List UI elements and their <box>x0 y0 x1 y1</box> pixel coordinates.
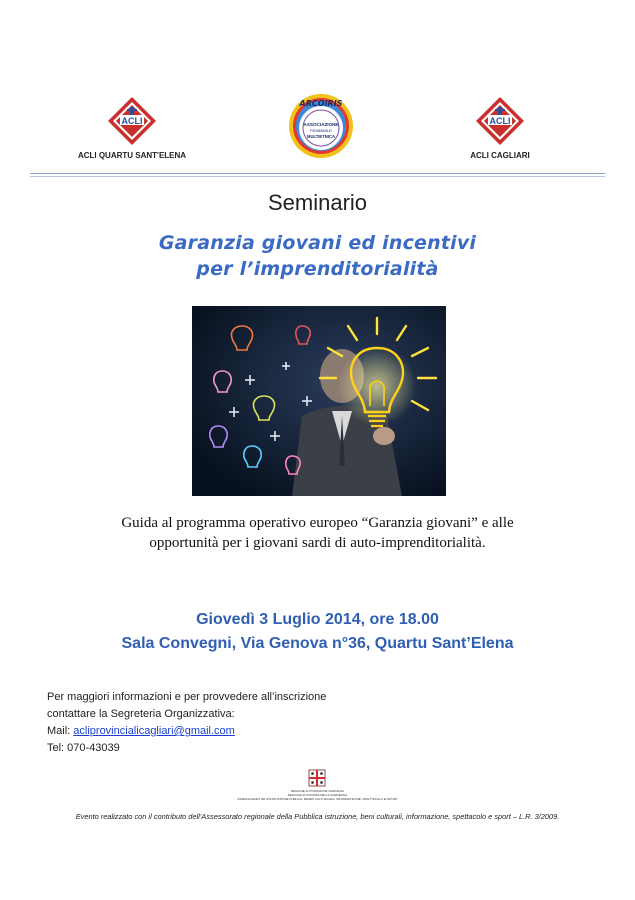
info-mail <box>47 725 235 737</box>
arcoiris-logo <box>287 92 355 160</box>
svg-text:MULTIETNICA: MULTIETNICA <box>306 134 336 139</box>
info-line1: Per maggiori informazioni e per provvedere all’inscrizione <box>47 691 327 703</box>
guide-line2: opportunità per i giovani sardi di auto-imprenditorialità. <box>149 535 486 551</box>
header-divider <box>30 173 605 174</box>
info-tel: Tel: 070-43039 <box>47 742 120 754</box>
lightbulb-illustration-icon <box>192 306 446 496</box>
footer-credit: Evento realizzato con il contributo dell’Assessorato regionale della Pubblica istruzione, beni culturali, informazione, spettacolo e sport – L.R. 3/2009. <box>75 812 560 821</box>
region-line3: ASSESSORADU DE S'ISTRUTZIONE PUBLICA, BENES CULTURALES, INFORMATZIONE, ISPETTACULU E ISPORT <box>237 797 398 801</box>
lightbulb-photo <box>192 306 446 496</box>
region-line1: REGIONE AUTONOMA DE SARDIGNA <box>290 789 345 793</box>
svg-text:ASSOCIAZIONE: ASSOCIAZIONE <box>303 122 339 127</box>
header-divider-secondary <box>30 176 605 177</box>
svg-text:ACLI: ACLI <box>121 116 143 126</box>
seminar-title-line1: Garanzia giovani ed incentivi <box>158 232 477 254</box>
svg-text:ACLI: ACLI <box>489 116 511 126</box>
mail-label: Mail: <box>47 725 74 737</box>
svg-text:FEMMINILE: FEMMINILE <box>310 128 332 133</box>
guide-line1: Guida al programma operativo europeo “Garanzia giovani” e alle <box>121 515 514 531</box>
mail-link[interactable]: acliprovincialicagliari@gmail.com <box>73 725 235 737</box>
seminar-title-line2: per l’imprenditorialità <box>196 258 439 280</box>
left-logo-label: ACLI QUARTU SANT'ELENA <box>77 151 187 160</box>
info-line2: contattare la Segreteria Organizzativa: <box>47 708 235 720</box>
seminar-label: Seminario <box>267 190 368 215</box>
arcoiris-emblem-icon <box>287 92 355 160</box>
acli-emblem-icon <box>474 95 526 147</box>
regione-sardegna-emblem <box>308 769 326 787</box>
event-location: Sala Convegni, Via Genova n°36, Quartu Sant’Elena <box>121 635 514 652</box>
sardinia-flag-icon <box>308 769 326 787</box>
acli-quartu-logo <box>106 95 158 147</box>
acli-cagliari-logo <box>474 95 526 147</box>
event-date: Giovedì 3 Luglio 2014, ore 18.00 <box>196 611 439 628</box>
right-logo-label: ACLI CAGLIARI <box>470 151 530 160</box>
region-line2: REGIONE AUTONOMA DELLA SARDEGNA <box>287 793 348 797</box>
acli-emblem-icon <box>106 95 158 147</box>
svg-text:ARCOIRIS: ARCOIRIS <box>299 99 343 108</box>
